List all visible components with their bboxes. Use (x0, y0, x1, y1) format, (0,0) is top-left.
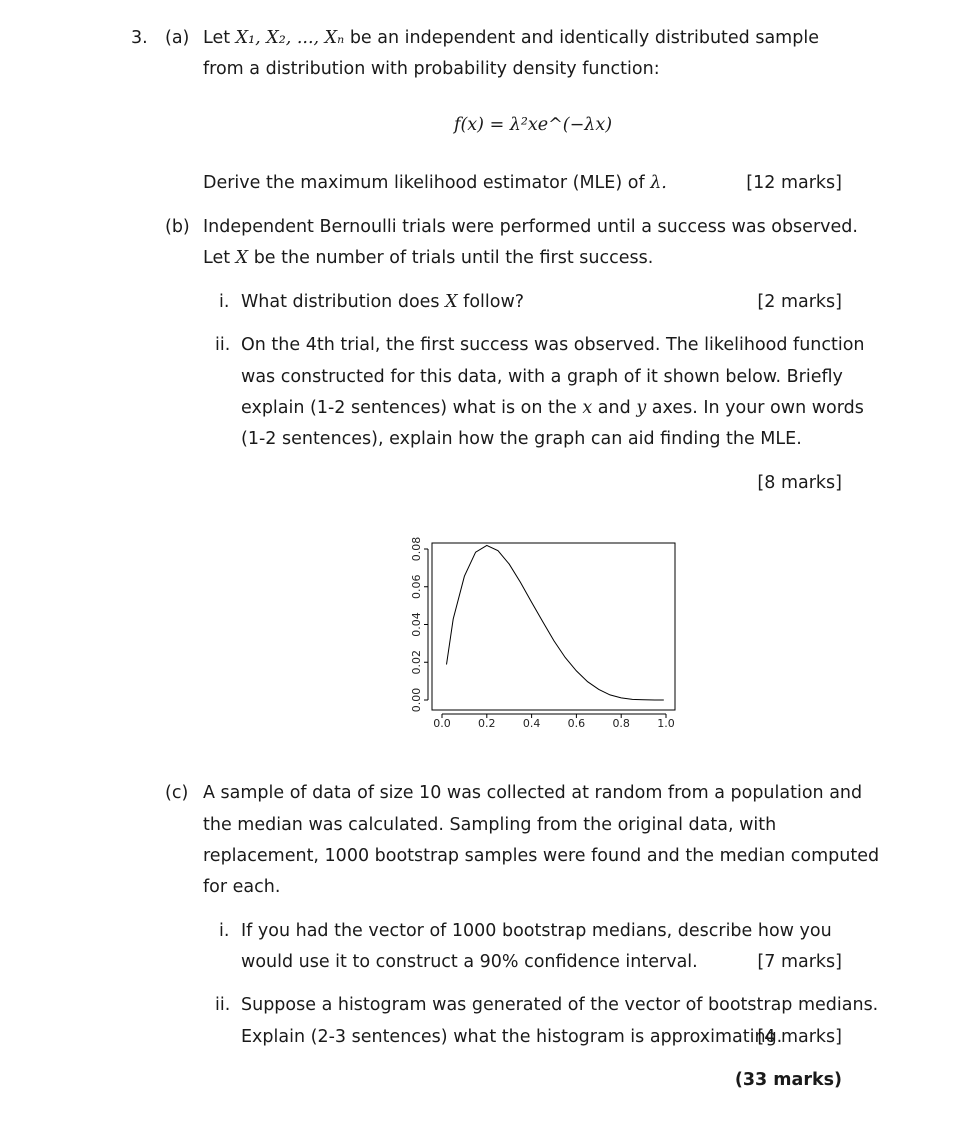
part-a-label: (a) (165, 28, 190, 48)
part-c-i-marks: [7 marks] (757, 952, 842, 972)
part-b-i-var: X (445, 292, 458, 312)
part-b-i-pre: What distribution does (241, 292, 440, 312)
x-tick-label: 0.2 (478, 717, 496, 730)
x-tick-label: 0.8 (612, 717, 630, 730)
part-c-line2: the median was calculated. Sampling from the original data, with (203, 815, 777, 835)
part-b-ii-line3-post: axes. In your own words (651, 398, 864, 418)
y-tick-label: 0.00 (410, 687, 423, 713)
y-tick-label: 0.08 (410, 536, 423, 562)
x-axis (433, 714, 675, 730)
part-c-ii-marks: [4 marks] (757, 1027, 842, 1047)
likelihood-plot (400, 530, 690, 735)
y-tick-label: 0.04 (410, 612, 423, 637)
part-b-ii-label: ii. (215, 335, 231, 355)
part-b-line2-post: be the number of trials until the first success. (253, 248, 654, 268)
part-a-intro-pre: Let (203, 28, 231, 48)
part-c-ii-label: ii. (215, 995, 231, 1015)
likelihood-curve (447, 545, 664, 700)
x-tick-label: 0.6 (567, 717, 586, 730)
y-var: y (636, 398, 647, 418)
y-tick-label: 0.02 (410, 650, 423, 675)
part-c-i-line2: would use it to construct a 90% confidence interval. (241, 952, 698, 972)
y-axis (410, 537, 428, 713)
part-b-label: (b) (165, 217, 190, 237)
total-marks: (33 marks) (734, 1070, 842, 1090)
part-b-i-label: i. (219, 292, 230, 312)
part-c-line4: for each. (203, 877, 281, 897)
part-a-task-text: Derive the maximum likelihood estimator (MLE) of (203, 173, 645, 193)
part-b-line2-pre: Let (203, 248, 231, 268)
x-tick-label: 1.0 (657, 717, 675, 730)
part-c-i-label: i. (219, 921, 230, 941)
part-c-line3: replacement, 1000 bootstrap samples were found and the median computed (203, 846, 880, 866)
part-a-line2: from a distribution with probability density function: (203, 59, 660, 79)
part-c-line1: A sample of data of size 10 was collected at random from a population and (203, 783, 863, 803)
part-b-ii-marks: [8 marks] (757, 473, 842, 493)
and-word: and (597, 398, 631, 418)
part-c-i-line1: If you had the vector of 1000 bootstrap medians, describe how you (241, 921, 832, 941)
part-b-ii-line3-pre: explain (1-2 sentences) what is on the (241, 398, 577, 418)
y-tick-label: 0.06 (410, 574, 423, 599)
part-b-var: X (235, 248, 249, 268)
lambda-symbol: λ. (650, 173, 667, 193)
part-b-line2 (203, 247, 653, 269)
part-a-intro-post: be an independent and identically distributed sample (349, 28, 819, 48)
pdf-formula: f(x) = λ²xe^(−λx) (454, 115, 613, 135)
part-b-ii-line1: On the 4th trial, the first success was observed. The likelihood function (241, 335, 865, 355)
part-c-ii-line2: Explain (2-3 sentences) what the histogram is approximating. (241, 1027, 783, 1047)
part-b-i-post: follow? (463, 292, 525, 312)
part-b-i-text (241, 291, 524, 313)
x-var: x (582, 398, 593, 418)
part-a-sample-vars: X₁, X₂, ..., Xₙ (235, 28, 345, 48)
part-a-marks: [12 marks] (746, 173, 842, 193)
question-number: 3. (131, 28, 148, 48)
part-a-task (203, 172, 667, 194)
part-b-ii-line4: (1-2 sentences), explain how the graph can aid finding the MLE. (241, 429, 802, 449)
x-tick-label: 0.4 (522, 717, 541, 730)
part-b-i-marks: [2 marks] (757, 292, 842, 312)
part-b-ii-line3 (241, 397, 864, 419)
part-b-line1: Independent Bernoulli trials were performed until a success was observed. (203, 217, 858, 237)
part-a-line1 (203, 27, 819, 49)
part-b-ii-line2: was constructed for this data, with a graph of it shown below. Briefly (241, 367, 843, 387)
part-c-label: (c) (165, 783, 189, 803)
x-tick-label: 0.0 (433, 717, 451, 730)
part-c-ii-line1: Suppose a histogram was generated of the vector of bootstrap medians. (241, 995, 879, 1015)
